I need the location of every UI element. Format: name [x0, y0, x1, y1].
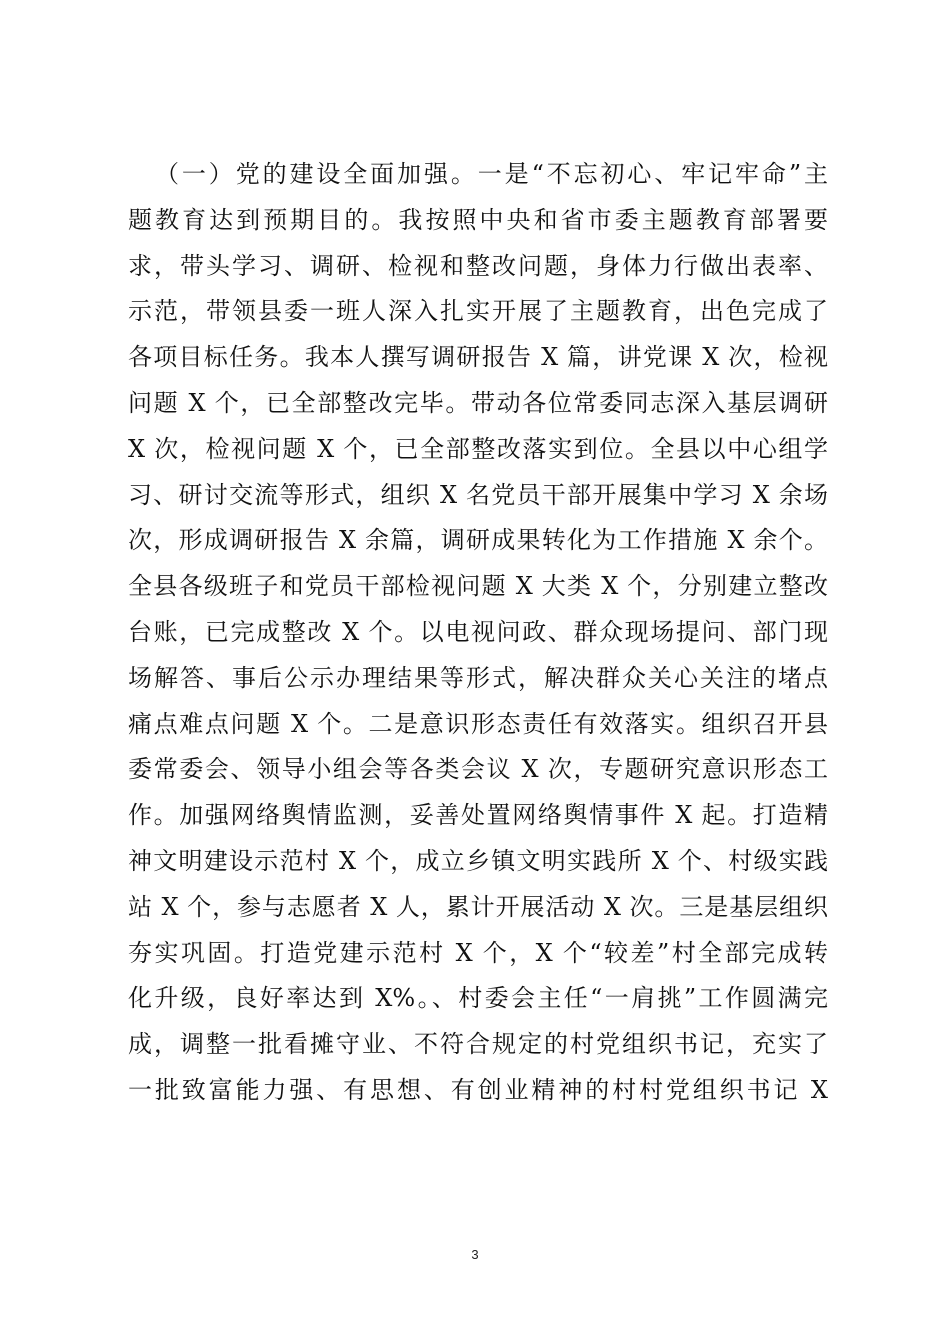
- page-number: 3: [471, 1247, 479, 1262]
- text-line: 夯实巩固。打造党建示范村 X 个，X 个“较差”村全部完成转: [128, 938, 828, 967]
- text-line: （一）党的建设全面加强。一是“不忘初心、牢记牢命”主: [155, 160, 828, 188]
- text-line: 一批致富能力强、有思想、有创业精神的村村党组织书记 X: [128, 1075, 828, 1104]
- text-line: 委常委会、领导小组会等各类会议 X 次，专题研究意识形态工: [128, 755, 828, 784]
- text-line: 问题 X 个，已全部整改完毕。带动各位常委同志深入基层调研: [128, 388, 828, 417]
- text-line: 台账，已完成整改 X 个。以电视问政、群众现场提问、部门现: [128, 617, 828, 646]
- text-line: 示范，带领县委一班人深入扎实开展了主题教育，出色完成了: [128, 297, 828, 326]
- text-line: 习、研讨交流等形式，组织 X 名党员干部开展集中学习 X 余场: [128, 480, 828, 509]
- text-line: 求，带头学习、调研、检视和整改问题，身体力行做出表率、: [128, 251, 828, 280]
- text-line: 作。加强网络舆情监测，妥善处置网络舆情事件 X 起。打造精: [128, 801, 828, 830]
- body-text: [128, 152, 828, 1114]
- text-line: 全县各级班子和党员干部检视问题 X 大类 X 个，分别建立整改: [128, 572, 828, 601]
- text-line: 题教育达到预期目的。我按照中央和省市委主题教育部署要: [128, 205, 828, 234]
- text-line: 场解答、事后公示办理结果等形式，解决群众关心关注的堵点: [128, 663, 828, 692]
- text-line: 神文明建设示范村 X 个，成立乡镇文明实践所 X 个、村级实践: [128, 846, 828, 875]
- text-line: 痛点难点问题 X 个。二是意识形态责任有效落实。组织召开县: [128, 709, 828, 738]
- text-line: 次，形成调研报告 X 余篇，调研成果转化为工作措施 X 余个。: [128, 526, 828, 555]
- text-line: X 次，检视问题 X 个，已全部整改落实到位。全县以中心组学: [128, 434, 828, 463]
- text-line: 化升级，良好率达到 X%。、村委会主任“一肩挑”工作圆满完: [128, 984, 828, 1013]
- text-line: 站 X 个，参与志愿者 X 人，累计开展活动 X 次。三是基层组织: [128, 892, 828, 921]
- text-line: 各项目标任务。我本人撰写调研报告 X 篇，讲党课 X 次，检视: [128, 343, 828, 372]
- text-line: 成，调整一批看摊守业、不符合规定的村党组织书记，充实了: [128, 1030, 828, 1059]
